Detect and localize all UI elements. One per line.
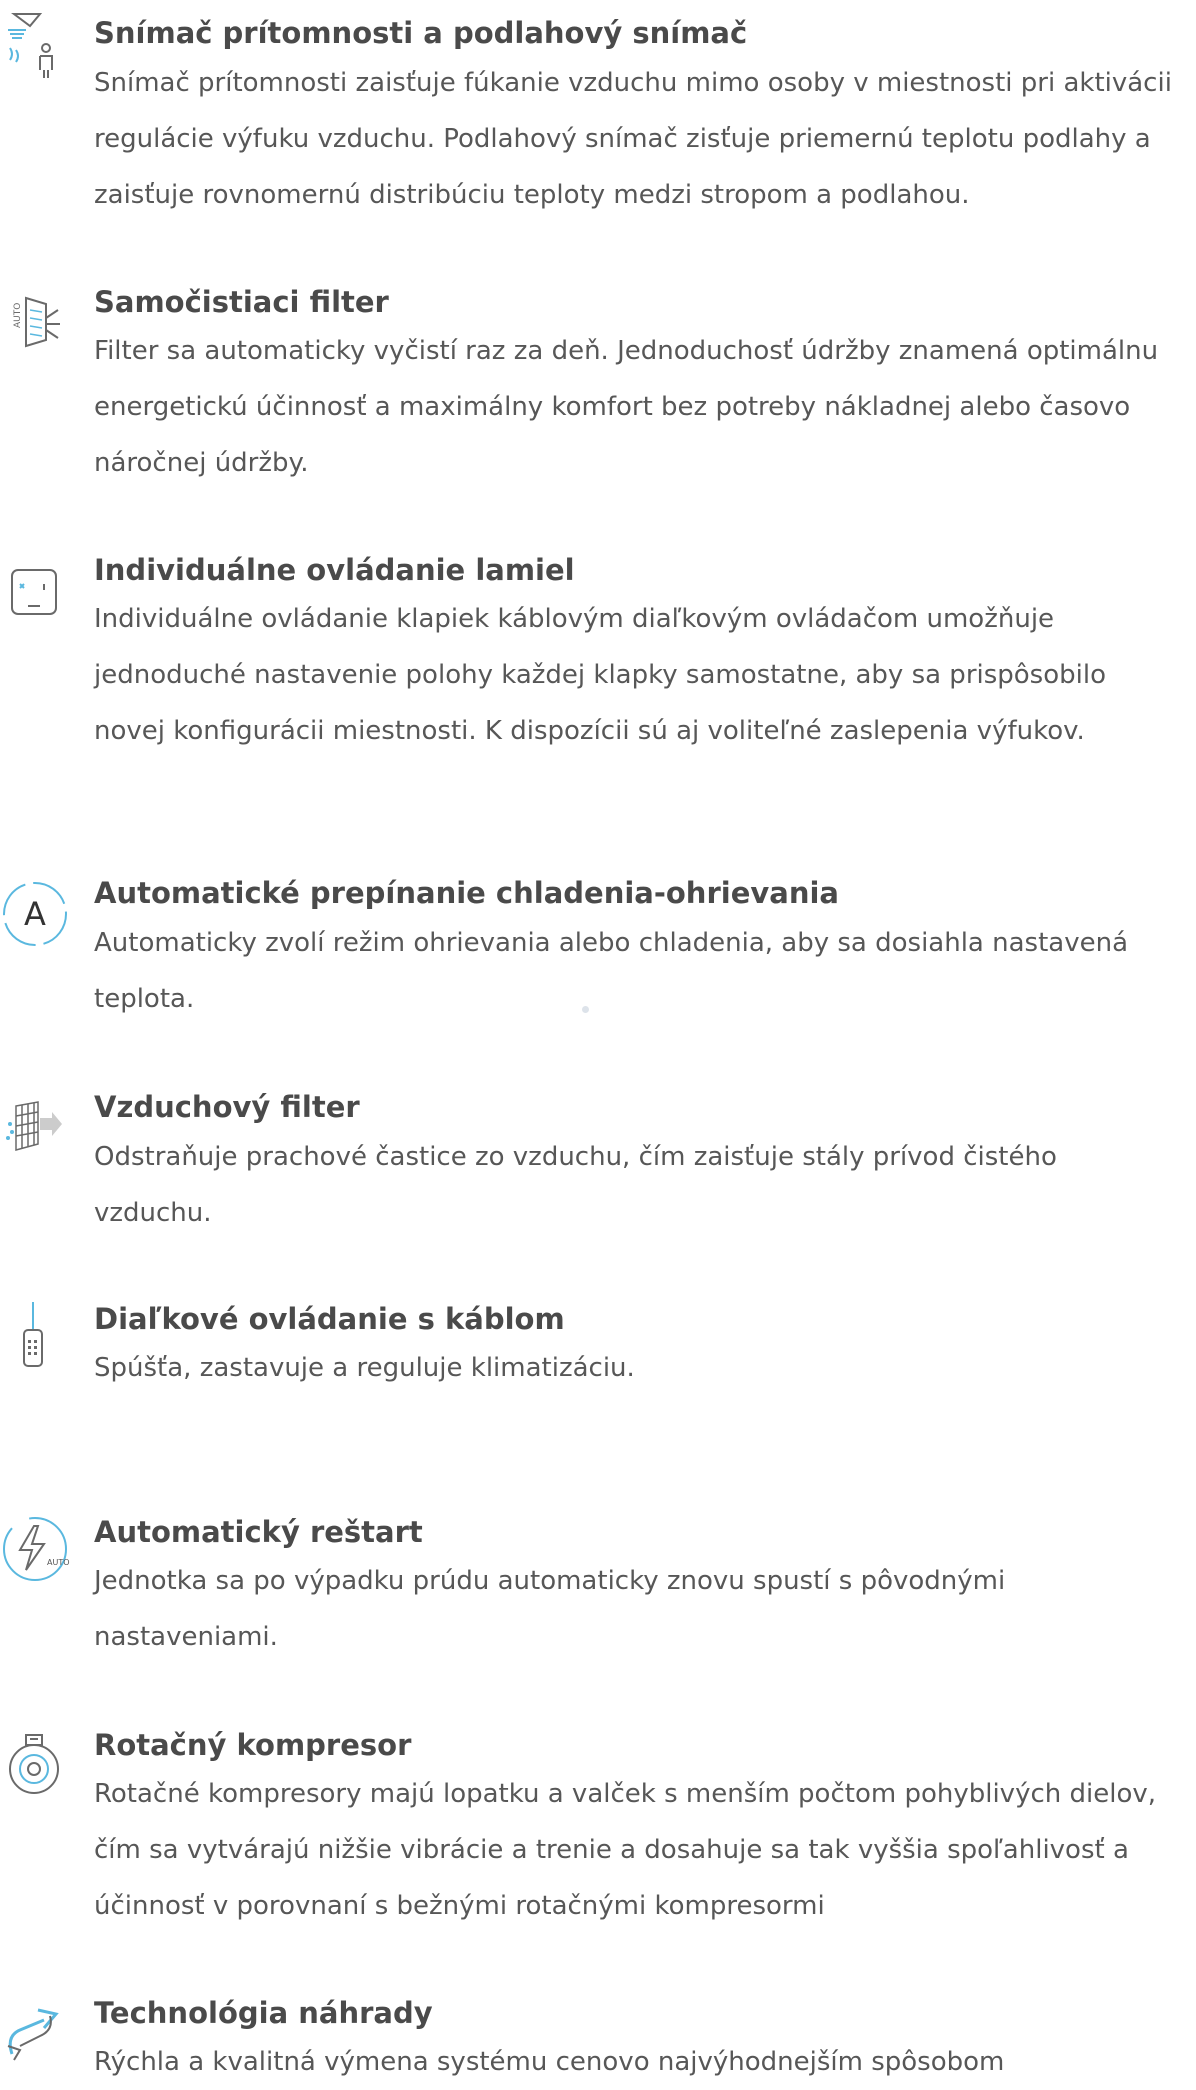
feature-title: Diaľkové ovládanie s káblom <box>94 1302 565 1336</box>
feature-title: Automatický reštart <box>94 1515 423 1549</box>
feature-title: Samočistiaci filter <box>94 285 389 319</box>
feature-title: Rotačný kompresor <box>94 1728 412 1762</box>
rotary-compressor-icon <box>0 1727 70 1797</box>
auto-changeover-icon <box>0 879 70 949</box>
feature-title: Technológia náhrady <box>94 1996 433 2030</box>
replacement-technology-icon <box>0 1996 70 2066</box>
feature-description: Rýchla a kvalitná výmena systému cenovo najvýhodnejším spôsobom <box>94 2047 1005 2077</box>
svg-text:A: A <box>24 895 46 933</box>
feature-description: Jednotka sa po výpadku prúdu automaticky znovu spustí s pôvodnými nastaveniami. <box>94 1566 1006 1652</box>
feature-description: Filter sa automaticky vyčistí raz za deň. Jednoduchosť údržby znamená optimálnu energetickú účinnosť a maximálny komfort bez potreby nákladnej alebo časovo náročnej údržby. <box>94 336 1159 478</box>
louver-control-icon <box>0 556 70 626</box>
air-filter-icon <box>0 1094 70 1164</box>
presence-sensor-icon <box>0 8 70 78</box>
auto-restart-icon <box>0 1514 70 1584</box>
feature-description: Spúšťa, zastavuje a reguluje klimatizáciu. <box>94 1353 635 1383</box>
feature-description: Rotačné kompresory majú lopatku a valček s menším počtom pohyblivých dielov, čím sa vytvárajú nižšie vibrácie a trenie a dosahuje sa tak vyššia spoľahlivosť a účinnosť v porovnaní s bežnými rotačnými kompresormi <box>94 1779 1157 1921</box>
feature-description: Odstraňuje prachové častice zo vzduchu, čím zaisťuje stály prívod čistého vzduchu. <box>94 1142 1057 1228</box>
svg-text:AUTO: AUTO <box>47 1558 70 1567</box>
svg-text:AUTO: AUTO <box>13 302 23 328</box>
decorative-dot <box>582 1006 589 1013</box>
feature-title: Vzduchový filter <box>94 1090 360 1124</box>
feature-title: Individuálne ovládanie lamiel <box>94 553 575 587</box>
feature-description: Individuálne ovládanie klapiek káblovým diaľkovým ovládačom umožňuje jednoduché nastavenie polohy každej klapky samostatne, aby sa prispôsobilo novej konfigurácii miestnosti. K dispozícii sú aj voliteľné zaslepenia výfukov. <box>94 604 1106 746</box>
self-cleaning-filter-icon <box>0 290 70 360</box>
feature-description: Snímač prítomnosti zaisťuje fúkanie vzduchu mimo osoby v miestnosti pri aktivácii regulácie výfuku vzduchu. Podlahový snímač zisťuje priemernú teplotu podlahy a zaisťuje rovnomernú distribúciu teploty medzi stropom a podlahou. <box>94 68 1172 210</box>
feature-description: Automaticky zvolí režim ohrievania alebo chladenia, aby sa dosiahla nastavená teplota. <box>94 928 1129 1014</box>
feature-title: Automatické prepínanie chladenia-ohrievania <box>94 876 839 910</box>
feature-title: Snímač prítomnosti a podlahový snímač <box>94 16 748 50</box>
wired-remote-icon <box>0 1300 70 1370</box>
